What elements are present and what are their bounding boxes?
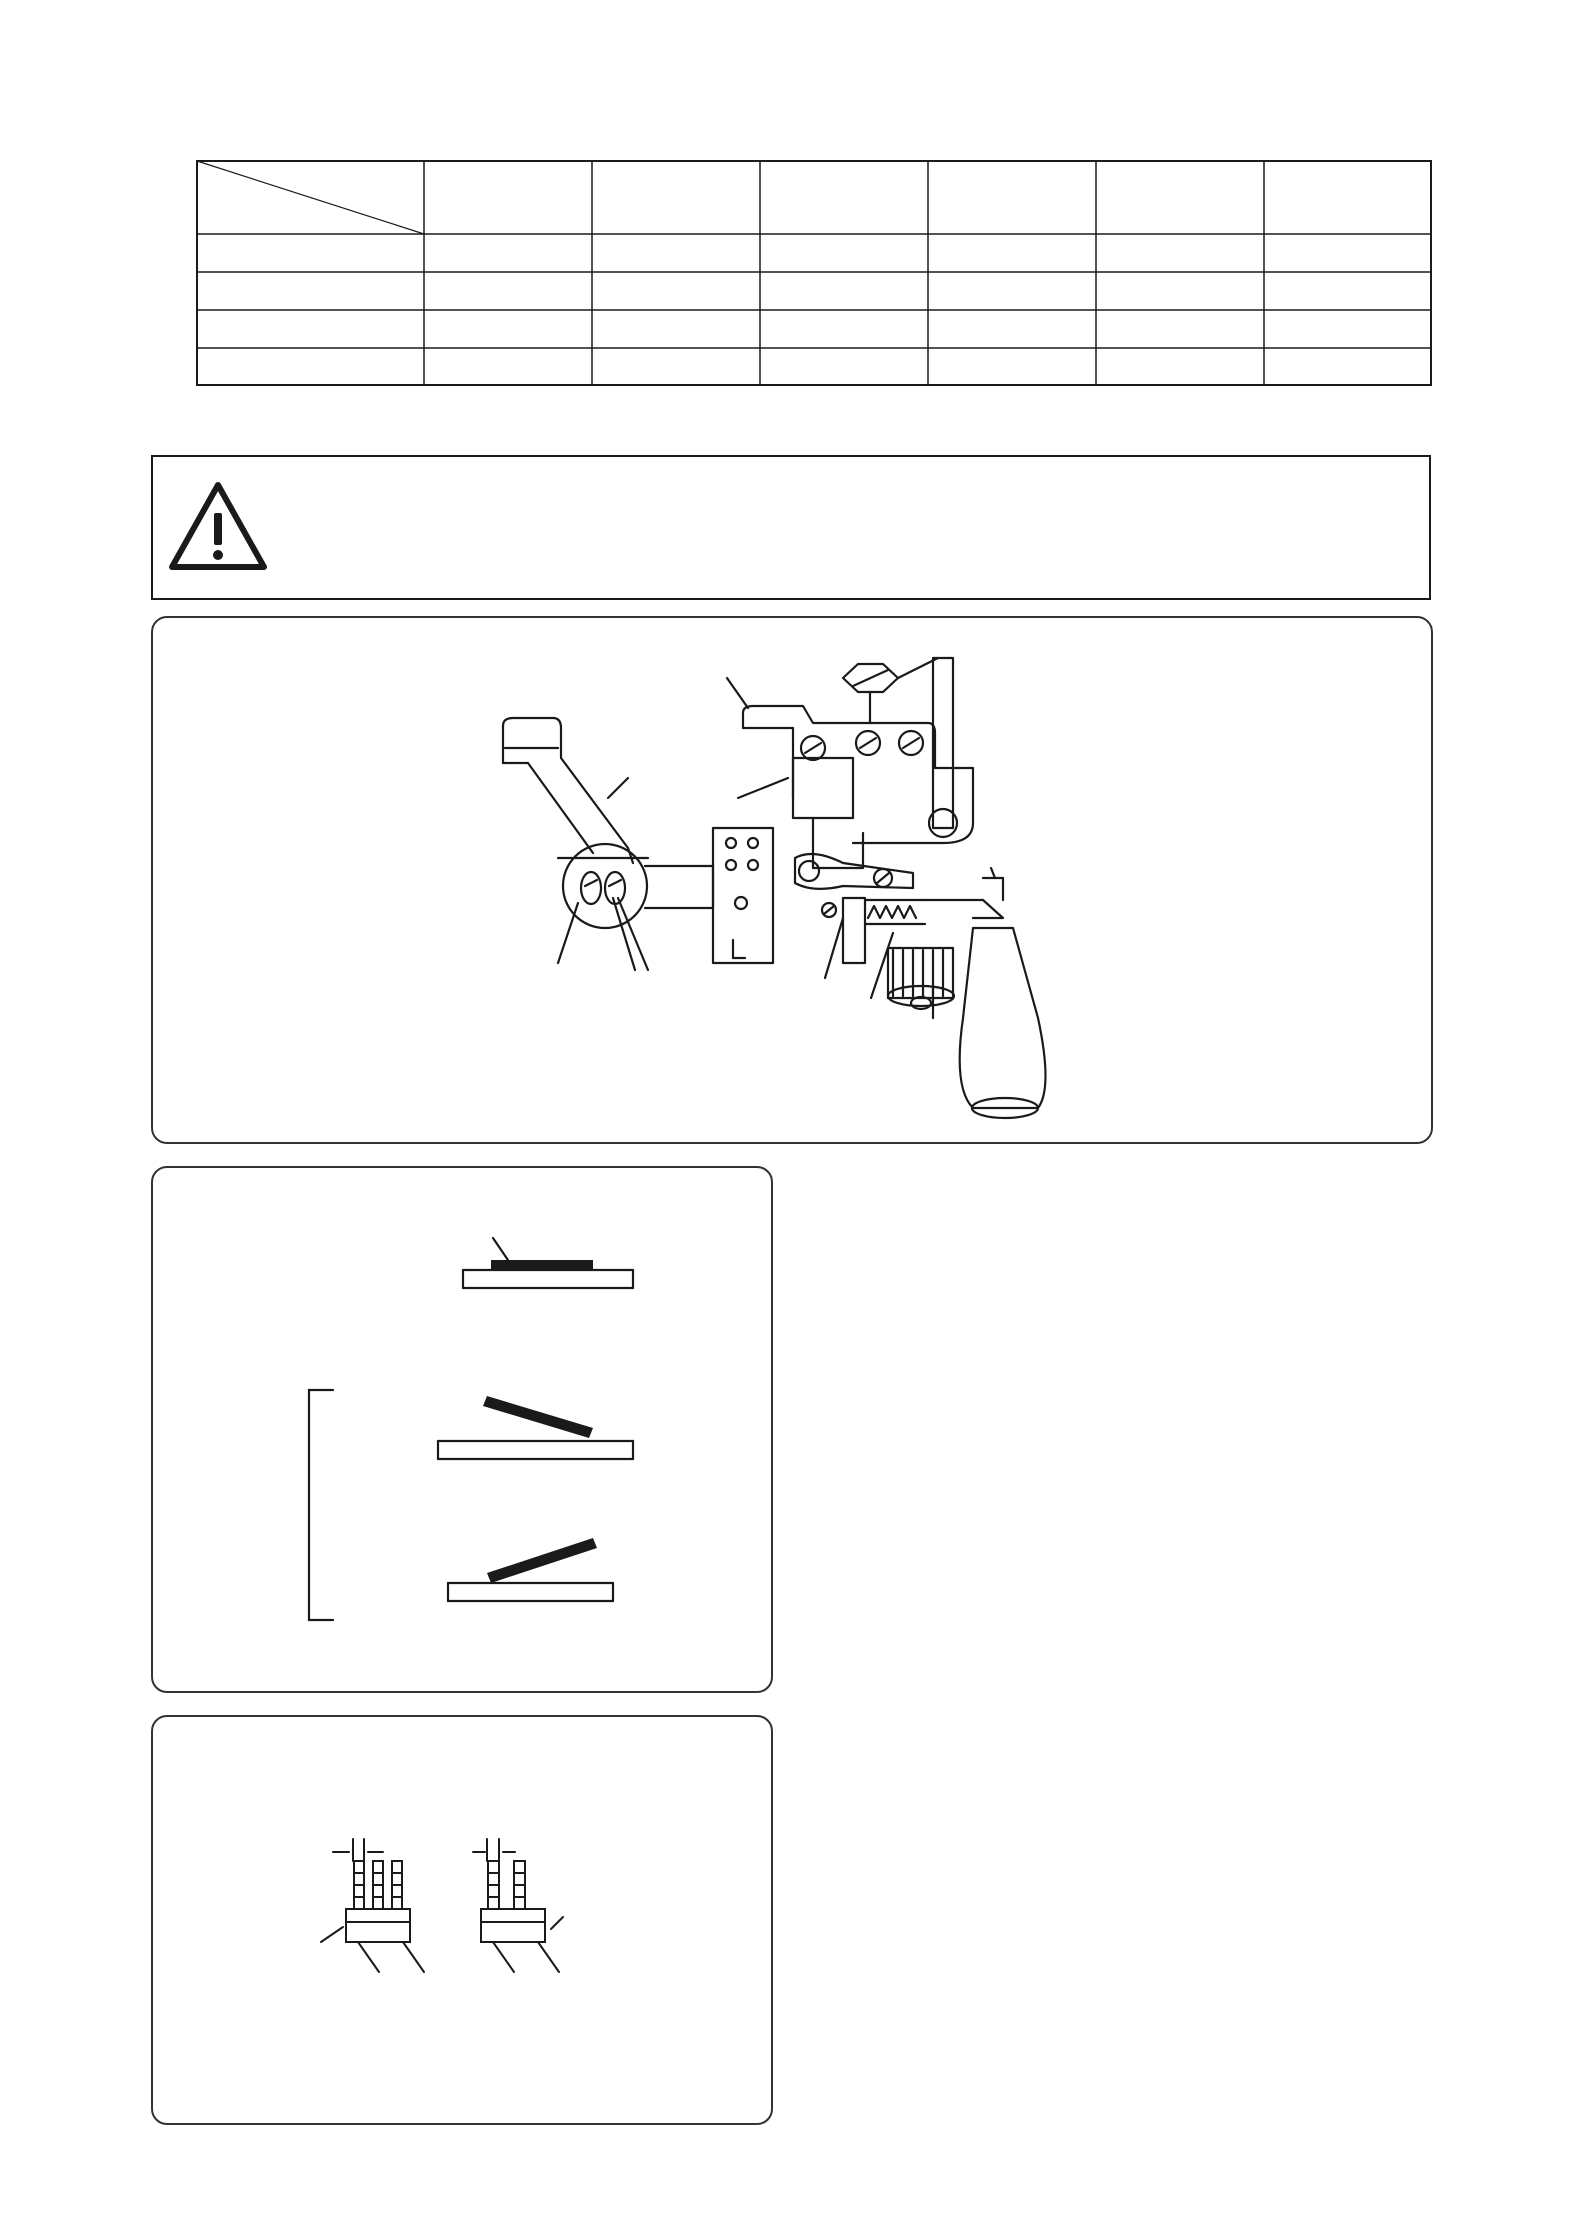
plate-figure-panel bbox=[151, 1166, 773, 1693]
table-header-diagonal bbox=[197, 161, 424, 234]
spec-table bbox=[196, 160, 1432, 386]
presser-foot-mechanism-illustration bbox=[153, 618, 1435, 1146]
plate-inclination-illustration bbox=[153, 1168, 775, 1695]
warning-triangle-icon bbox=[163, 473, 273, 583]
warning-box bbox=[151, 455, 1431, 600]
mechanism-figure-panel bbox=[151, 616, 1433, 1144]
needle-gauge-illustration bbox=[153, 1717, 775, 2127]
needles-figure-panel bbox=[151, 1715, 773, 2125]
